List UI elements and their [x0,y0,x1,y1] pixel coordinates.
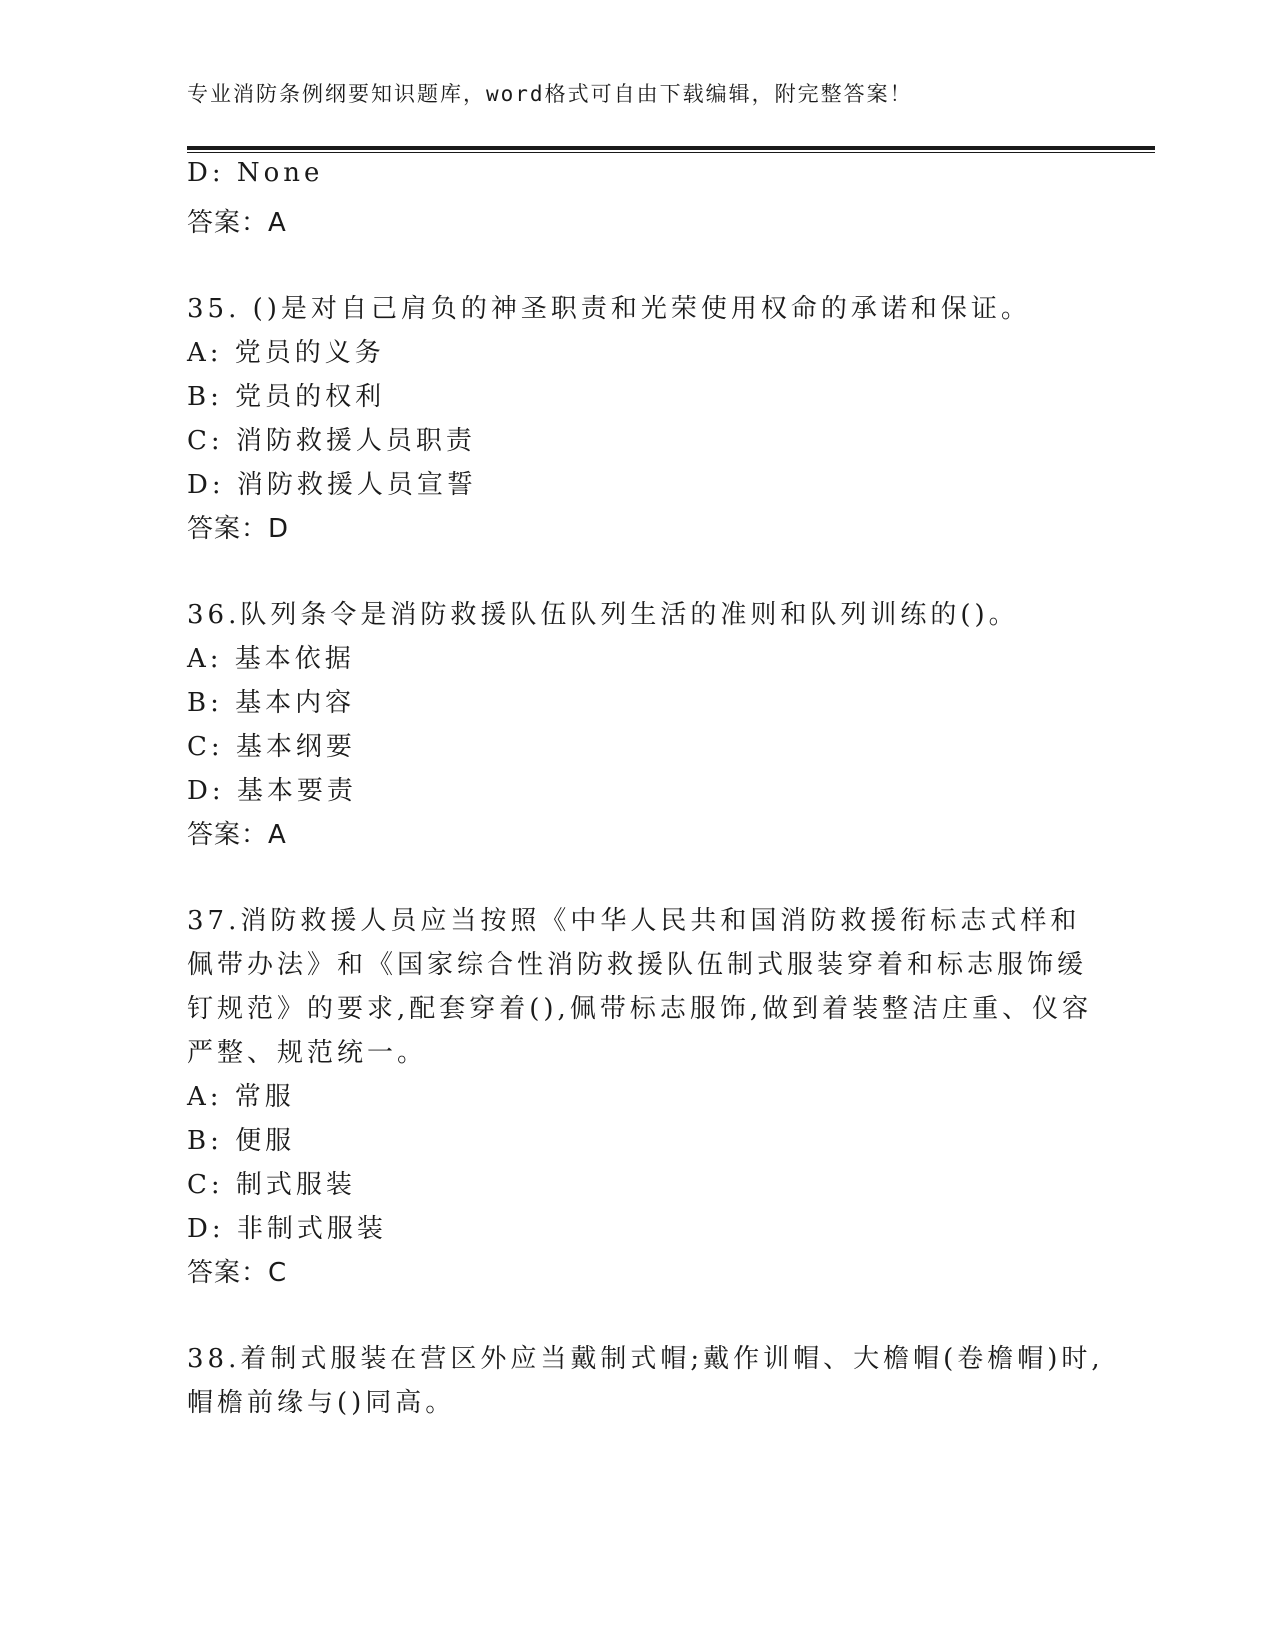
q35-option-c: C: 消防救援人员职责 [187,426,476,456]
q36-option-a: A: 基本依据 [187,644,355,674]
q37-option-a: A: 常服 [187,1082,295,1112]
q35-option-d: D: 消防救援人员宣誓 [187,470,477,500]
q36-option-b: B: 基本内容 [187,688,356,718]
q37-stem-line-1: 37.消防救援人员应当按照《中华人民共和国消防救援衔标志式样和 [187,906,1081,936]
q36-option-c: C: 基本纲要 [187,732,356,762]
header-divider-thin [187,152,1155,153]
q35-option-a: A: 党员的义务 [187,338,385,368]
q36-answer: 答案：A [187,820,287,850]
header-divider-thick [187,146,1155,150]
q35-stem-line-1: 35. ()是对自己肩负的神圣职责和光荣使用权命的承诺和保证。 [187,294,1031,324]
prev-option-d: D: None [187,158,324,188]
page-header: 专业消防条例纲要知识题库，word格式可自由下载编辑，附完整答案！ [187,82,913,106]
q35-answer: 答案：D [187,514,290,544]
q35-option-b: B: 党员的权利 [187,382,386,412]
q38-stem-line-1: 38.着制式服装在营区外应当戴制式帽;戴作训帽、大檐帽(卷檐帽)时, [187,1344,1104,1374]
q37-stem-line-2: 佩带办法》和《国家综合性消防救援队伍制式服装穿着和标志服饰缓 [187,950,1088,980]
q37-answer: 答案：C [187,1258,288,1288]
q37-stem-line-4: 严整、规范统一。 [187,1038,428,1068]
q38-stem-line-2: 帽檐前缘与()同高。 [187,1388,456,1418]
q37-option-d: D: 非制式服装 [187,1214,387,1244]
q36-stem-line-1: 36.队列条令是消防救援队伍队列生活的准则和队列训练的()。 [187,600,1019,630]
prev-answer: 答案：A [187,208,287,238]
q37-option-c: C: 制式服装 [187,1170,356,1200]
q37-option-b: B: 便服 [187,1126,296,1156]
q37-stem-line-3: 钉规范》的要求,配套穿着(),佩带标志服饰,做到着装整洁庄重、仪容 [187,994,1093,1024]
q36-option-d: D: 基本要责 [187,776,357,806]
